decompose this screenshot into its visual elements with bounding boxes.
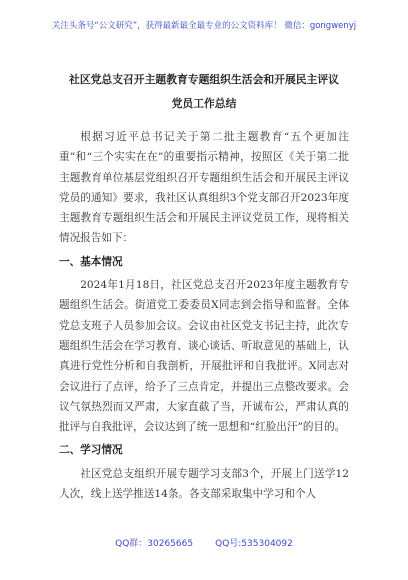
- qq-group-text: QQ群：30265665: [115, 539, 194, 549]
- intro-paragraph: 根据习近平总书记关于第二批主题教育“五个更加注重”和“三个实实在在”的重要指示精神，按照区《关于第二批主题教育单位基层党组织召开专题组织生活会和开展民主评议党员的通知》要求，我社区认真组织3个党支部召开2023年度主题教育专题组织生活会和开展民主评议党员工作，现将相关情况报告如下：: [59, 131, 349, 245]
- promo-header: 关注头条号“公文研究”，获得最新最全最专业的公文资料库！ 微信：gongwenyj: [51, 21, 357, 31]
- section-heading-study-situation: 二、学习情况: [59, 444, 123, 457]
- study-situation-paragraph: 社区党总支组织开展专题学习支部3个，开展上门送学12人次，线上送学推送14条。各支部采取集中学习和个人: [59, 467, 349, 501]
- section-heading-basic-situation: 一、基本情况: [59, 255, 123, 268]
- document-title: 社区党总支召开主题教育专题组织生活会和开展民主评议: [69, 73, 339, 86]
- contact-footer: [0, 536, 408, 549]
- basic-situation-paragraph: 2024年1月18日，社区党总支召开2023年度主题教育专题组织生活会。街道党工委委员X同志到会指导和监督。全体党总支班子人员参加会议。会议由社区党支书记主持，此次专题组织生活会在学习教育、谈心谈话、听取意见的基础上，认真进行党性分析和自我剖析，开展批评和自我批评。X同志对会议进行了点评，给予了三点肯定，并提出三点整改要求。会议气氛热烈而又严肃，大家直截了当，开诚布公，严肃认真的批评与自我批评，会议达到了统一思想和“红脸出汗”的目的。: [59, 279, 349, 434]
- qq-number-text: QQ号:535304092: [215, 539, 293, 549]
- document-subtitle: 党员工作总结: [171, 97, 237, 110]
- document-body: [59, 127, 349, 504]
